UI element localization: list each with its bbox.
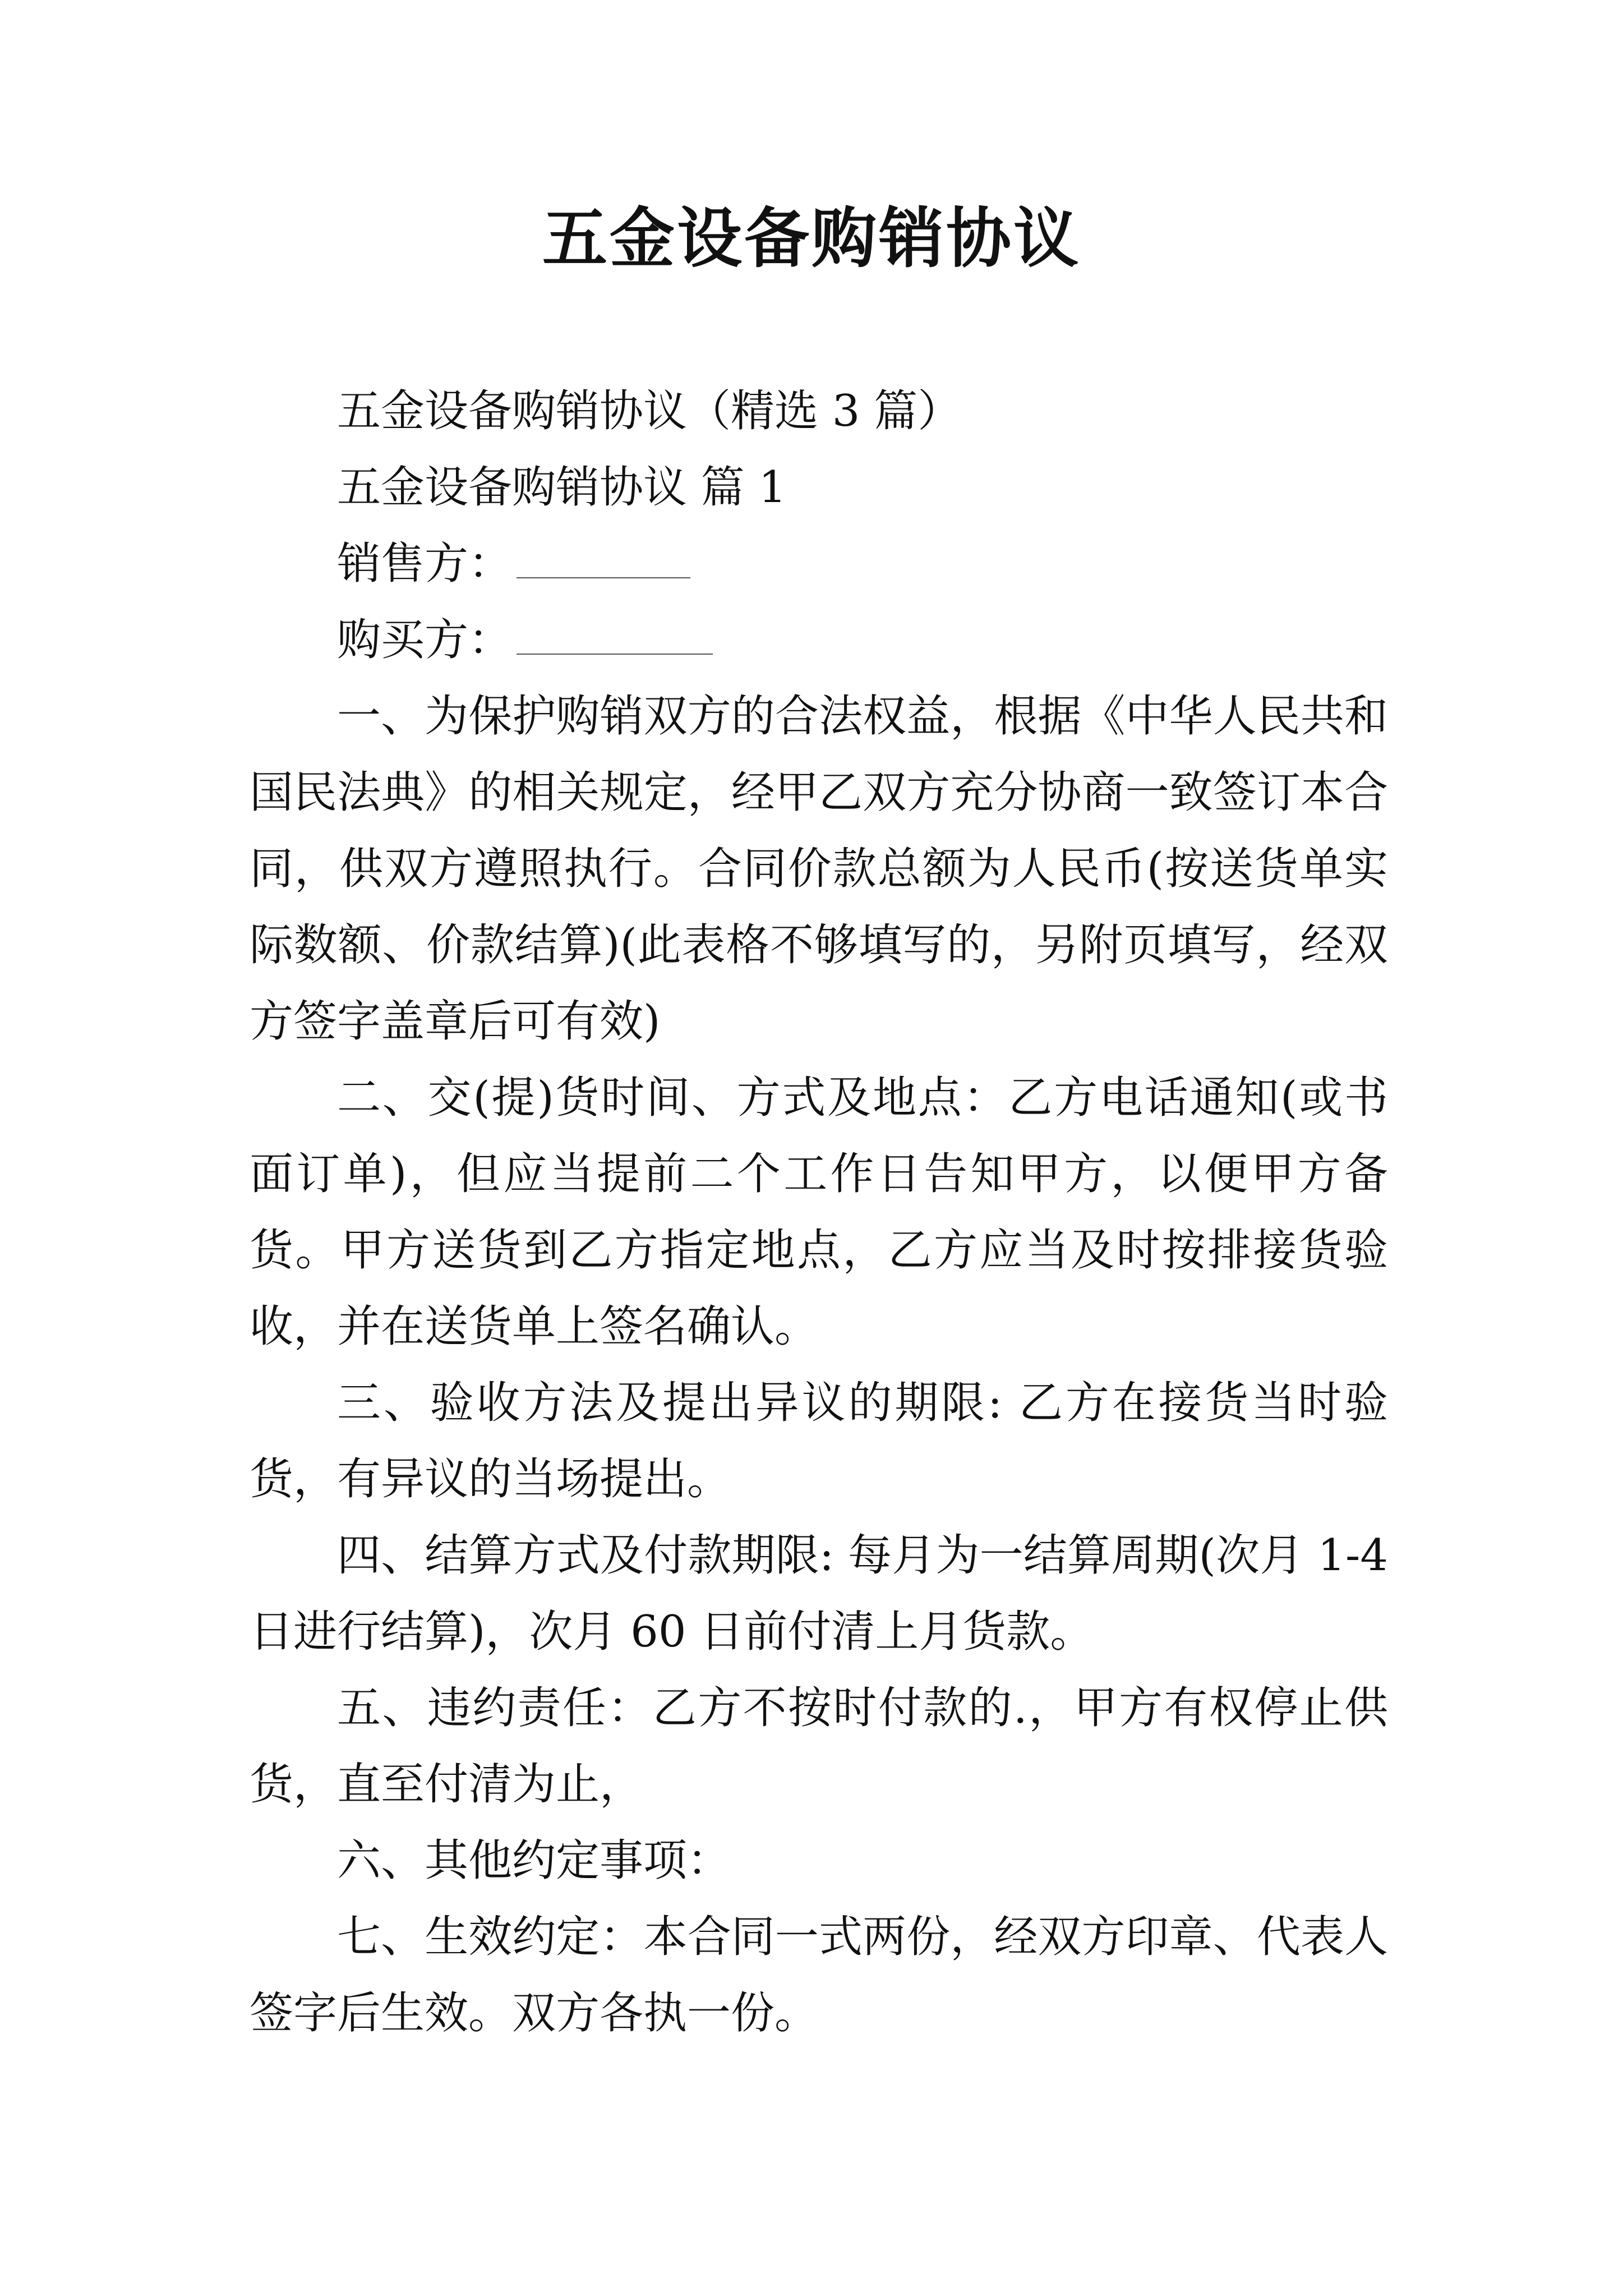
clause-6: 六、其他约定事项： — [337, 1835, 731, 1886]
buyer-line — [250, 602, 1388, 678]
section-heading: 五金设备购销协议 篇 1 — [337, 462, 787, 513]
clause-5: 五、违约责任：乙方不按时付款的.，甲方有权停止供货，直至付清为止， — [250, 1683, 1388, 1810]
buyer-label: 购买方： — [337, 615, 513, 665]
clause-2: 二、交(提)货时间、方式及地点：乙方电话通知(或书面订单)，但应当提前二个工作日告知甲方，以便甲方备货。甲方送货到乙方指定地点，乙方应当及时按排接货验收，并在送货单上签名确认。 — [250, 1073, 1388, 1352]
clause-1: 一、为保护购销双方的合法权益，根据《中华人民共和国民法典》的相关规定，经甲乙双方充分协商一致签订本合同，供双方遵照执行。合同价款总额为人民币(按送货单实际数额、价款结算)(此表格不够填写的，另附页填写，经双方签字盖章后可有效) — [250, 691, 1388, 1047]
seller-label: 销售方： — [337, 539, 513, 589]
document-subtitle: 五金设备购销协议（精选 3 篇） — [337, 386, 962, 436]
buyer-blank-field — [517, 620, 713, 655]
seller-line — [250, 526, 1388, 602]
document-body — [250, 373, 1388, 2051]
seller-blank-field — [517, 544, 690, 578]
clause-3: 三、验收方法及提出异议的期限: 乙方在接货当时验货，有异议的当场提出。 — [250, 1378, 1388, 1504]
clause-7: 七、生效约定：本合同一式两份，经双方印章、代表人签字后生效。双方各执一份。 — [250, 1912, 1388, 2039]
clause-4: 四、结算方式及付款期限: 每月为一结算周期(次月 1-4日进行结算)，次月 60 日前付清上月货款。 — [250, 1530, 1388, 1657]
document-title: 五金设备购销协议 — [542, 200, 1081, 277]
